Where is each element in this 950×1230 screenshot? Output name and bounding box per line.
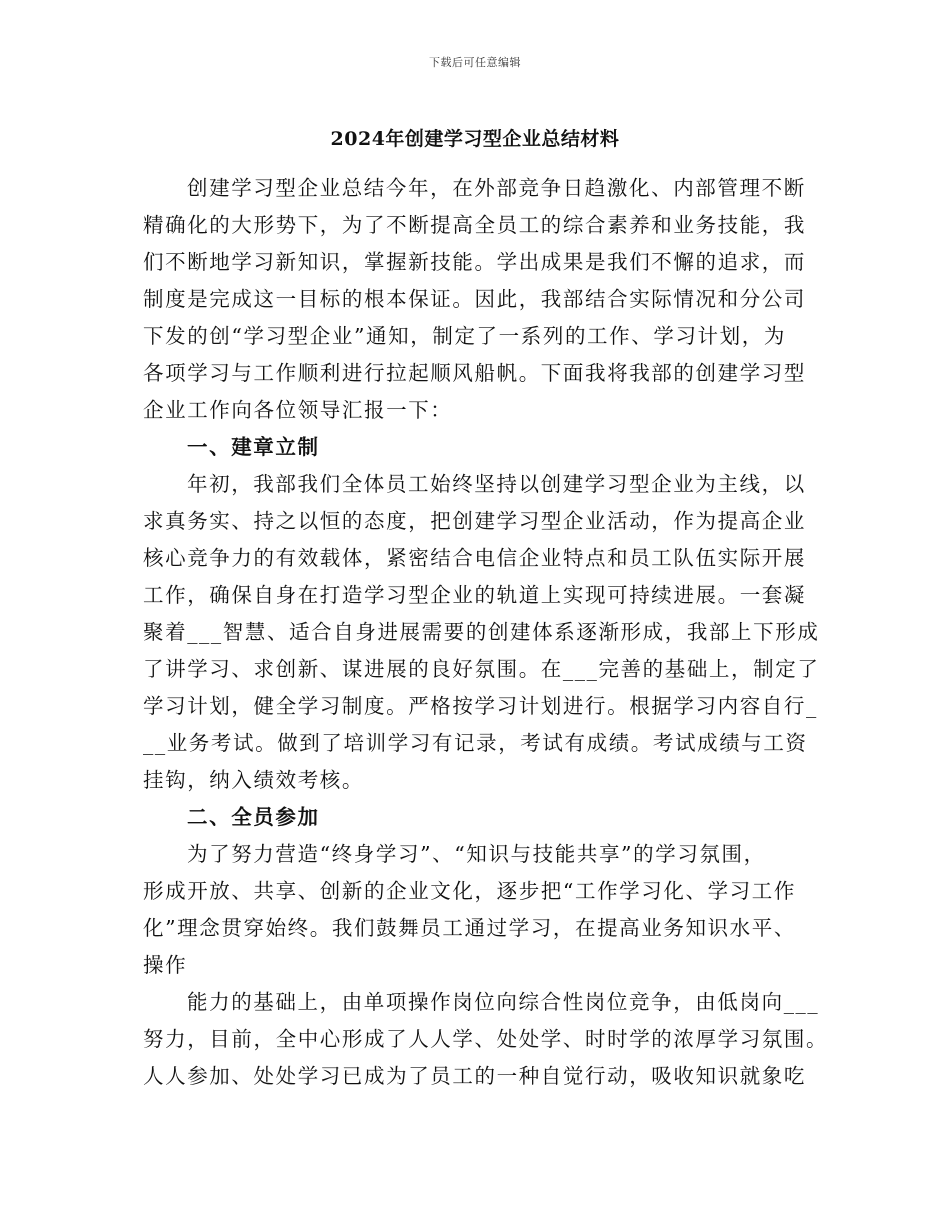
paragraph-line: 操作 xyxy=(143,953,188,977)
document-title: 2024年创建学习型企业总结材料 xyxy=(330,128,620,150)
paragraph-line: 努力，目前，全中心形成了人人学、处处学、时时学的浓厚学习氛围。 xyxy=(143,1027,829,1051)
paragraph-line: 求真务实、持之以恒的态度，把创建学习型企业活动，作为提高企业 xyxy=(143,509,806,533)
paragraph-line: 工作，确保自身在打造学习型企业的轨道上实现可持续进展。一套凝 xyxy=(143,583,806,607)
paragraph-line: 制度是完成这一目标的根本保证。因此，我部结合实际情况和分公司 xyxy=(143,287,806,311)
paragraph-line: 形成开放、共享、创新的企业文化，逐步把“工作学习化、学习工作 xyxy=(143,879,796,903)
paragraph-line: 能力的基础上，由单项操作岗位向综合性岗位竞争，由低岗向___ xyxy=(187,990,820,1014)
header-watermark: 下载后可任意编辑 xyxy=(429,56,521,69)
paragraph-line: 各项学习与工作顺利进行拉起顺风船帆。下面我将我部的创建学习型 xyxy=(143,361,806,385)
document-body xyxy=(143,170,828,1095)
paragraph-line: 核心竞争力的有效载体，紧密结合电信企业特点和员工队伍实际开展 xyxy=(143,546,806,570)
paragraph-line: 精确化的大形势下，为了不断提高全员工的综合素养和业务技能，我 xyxy=(143,213,806,237)
paragraph-line: 创建学习型企业总结今年，在外部竞争日趋激化、内部管理不断 xyxy=(187,176,806,200)
paragraph-line: 挂钩，纳入绩效考核。 xyxy=(143,768,364,792)
paragraph-line: 聚着___智慧、适合自身进展需要的创建体系逐渐形成，我部上下形成 xyxy=(143,620,820,644)
paragraph-line: 了讲学习、求创新、谋进展的良好氛围。在___完善的基础上，制定了 xyxy=(143,657,820,681)
paragraph-line: 学习计划，健全学习制度。严格按学习计划进行。根据学习内容自行_ xyxy=(143,694,818,718)
paragraph-line: 们不断地学习新知识，掌握新技能。学出成果是我们不懈的追求，而 xyxy=(143,250,806,274)
paragraph-line: 化”理念贯穿始终。我们鼓舞员工通过学习，在提高业务知识水平、 xyxy=(143,916,796,940)
paragraph-line: 人人参加、处处学习已成为了员工的一种自觉行动，吸收知识就象吃 xyxy=(143,1064,806,1088)
section-heading: 一、建章立制 xyxy=(187,435,320,459)
paragraph-line: 下发的创“学习型企业”通知，制定了一系列的工作、学习计划，为 xyxy=(143,324,786,348)
paragraph-line: 为了努力营造“终身学习”、“知识与技能共享”的学习氛围， xyxy=(187,842,766,866)
paragraph-line: __业务考试。做到了培训学习有记录，考试有成绩。考试成绩与工资 xyxy=(143,731,808,755)
section-heading: 二、全员参加 xyxy=(187,805,320,829)
paragraph-line: 年初，我部我们全体员工始终坚持以创建学习型企业为主线，以 xyxy=(187,472,806,496)
paragraph-line: 企业工作向各位领导汇报一下： xyxy=(143,398,453,422)
